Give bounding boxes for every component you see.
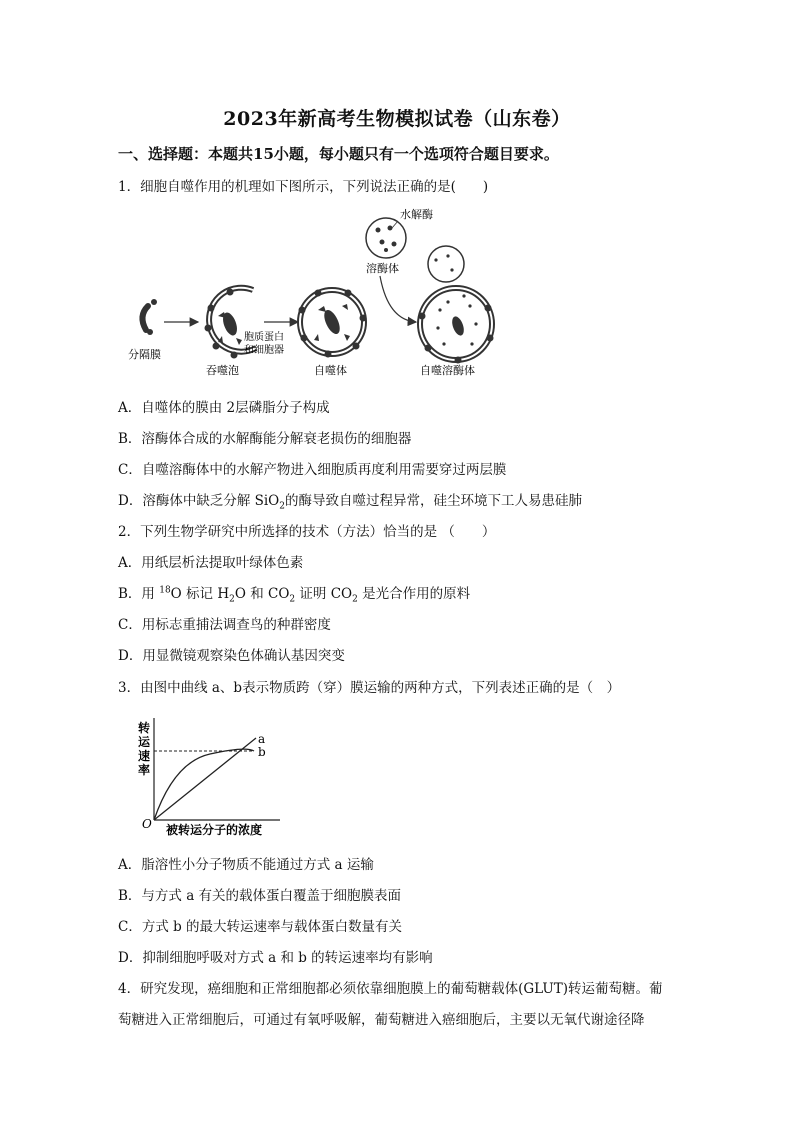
- q2-option-a: A．用纸层析法提取叶绿体色素: [118, 555, 304, 571]
- q3-option-d: D．抑制细胞呼吸对方式 a 和 b 的转运速率均有影响: [118, 950, 433, 966]
- q3-option-b: B．与方式 a 有关的载体蛋白覆盖于细胞膜表面: [118, 888, 402, 904]
- label-organelle-1: 胞质蛋白: [244, 332, 284, 343]
- q4-line-1: 4．研究发现，癌细胞和正常细胞都必须依靠细胞膜上的葡萄糖载体(GLUT)转运葡萄糖。葡: [118, 981, 663, 997]
- transport-rate-graph: [130, 712, 300, 842]
- label-lysosome: 溶酶体: [366, 262, 399, 275]
- q1-option-b: B．溶酶体合成的水解酶能分解衰老损伤的细胞器: [118, 431, 412, 447]
- q2-option-c: C．用标志重捕法调查鸟的种群密度: [118, 617, 331, 633]
- autolysosome: [419, 246, 494, 364]
- label-autolysosome: 自噬溶酶体: [420, 364, 475, 377]
- q2-option-d: D．用显微镜观察染色体确认基因突变: [118, 648, 345, 664]
- q2-stem: 2．下列生物学研究中所选择的技术（方法）恰当的是 （ ）: [118, 524, 496, 540]
- page-title: 2023年新高考生物模拟试卷（山东卷）: [223, 108, 571, 130]
- label-autophagosome: 自噬体: [314, 364, 347, 377]
- curve-b: [154, 749, 254, 820]
- isolation-membrane: [142, 306, 148, 330]
- curve-b-label: b: [258, 745, 266, 759]
- q3-stem: 3．由图中曲线 a、b表示物质跨（穿）膜运输的两种方式，下列表述正确的是（ ）: [118, 680, 621, 696]
- svg-text:率: 率: [138, 763, 151, 777]
- q1-option-a: A．自噬体的膜由 2层磷脂分子构成: [118, 400, 330, 416]
- label-organelle-2: 和细胞器: [244, 345, 284, 356]
- label-enzyme: 水解酶: [400, 208, 433, 221]
- autophagy-diagram: [118, 198, 508, 383]
- svg-text:运: 运: [138, 735, 151, 749]
- q2-option-b: B．用 $^{18}$O 标记 $H_2O$ 和 $CO_2$ 证明 $CO_2$ 是光合作用的原料: [118, 585, 471, 605]
- section-heading: 一、选择题：本题共15小题，每小题只有一个选项符合题目要求。: [118, 145, 559, 163]
- svg-text:速: 速: [138, 749, 151, 763]
- q1-option-d: D．溶酶体中缺乏分解 SiO$_2$的酶导致自噬过程异常，硅尘环境下工人易患硅肺: [118, 493, 582, 512]
- q3-option-a: A．脂溶性小分子物质不能通过方式 a 运输: [118, 857, 374, 873]
- q1-stem: 1．细胞自噬作用的机理如下图所示，下列说法正确的是( ): [118, 179, 489, 195]
- svg-text:转: 转: [138, 721, 151, 735]
- curve-a-label: a: [258, 732, 266, 746]
- q1-option-c: C．自噬溶酶体中的水解产物进入细胞质再度利用需要穿过两层膜: [118, 462, 507, 478]
- autophagosome: [299, 290, 367, 358]
- lysosome: [366, 218, 406, 258]
- label-membrane: 分隔膜: [128, 348, 161, 361]
- curve-a: [154, 738, 256, 820]
- origin-label: O: [142, 817, 152, 831]
- q3-option-c: C．方式 b 的最大转运速率与载体蛋白数量有关: [118, 919, 403, 935]
- label-phagophore: 吞噬泡: [206, 364, 239, 377]
- x-axis-label: 被转运分子的浓度: [166, 823, 263, 837]
- q4-line-2: 萄糖进入正常细胞后，可通过有氧呼吸解，葡萄糖进入癌细胞后，主要以无氧代谢途径降: [118, 1012, 645, 1028]
